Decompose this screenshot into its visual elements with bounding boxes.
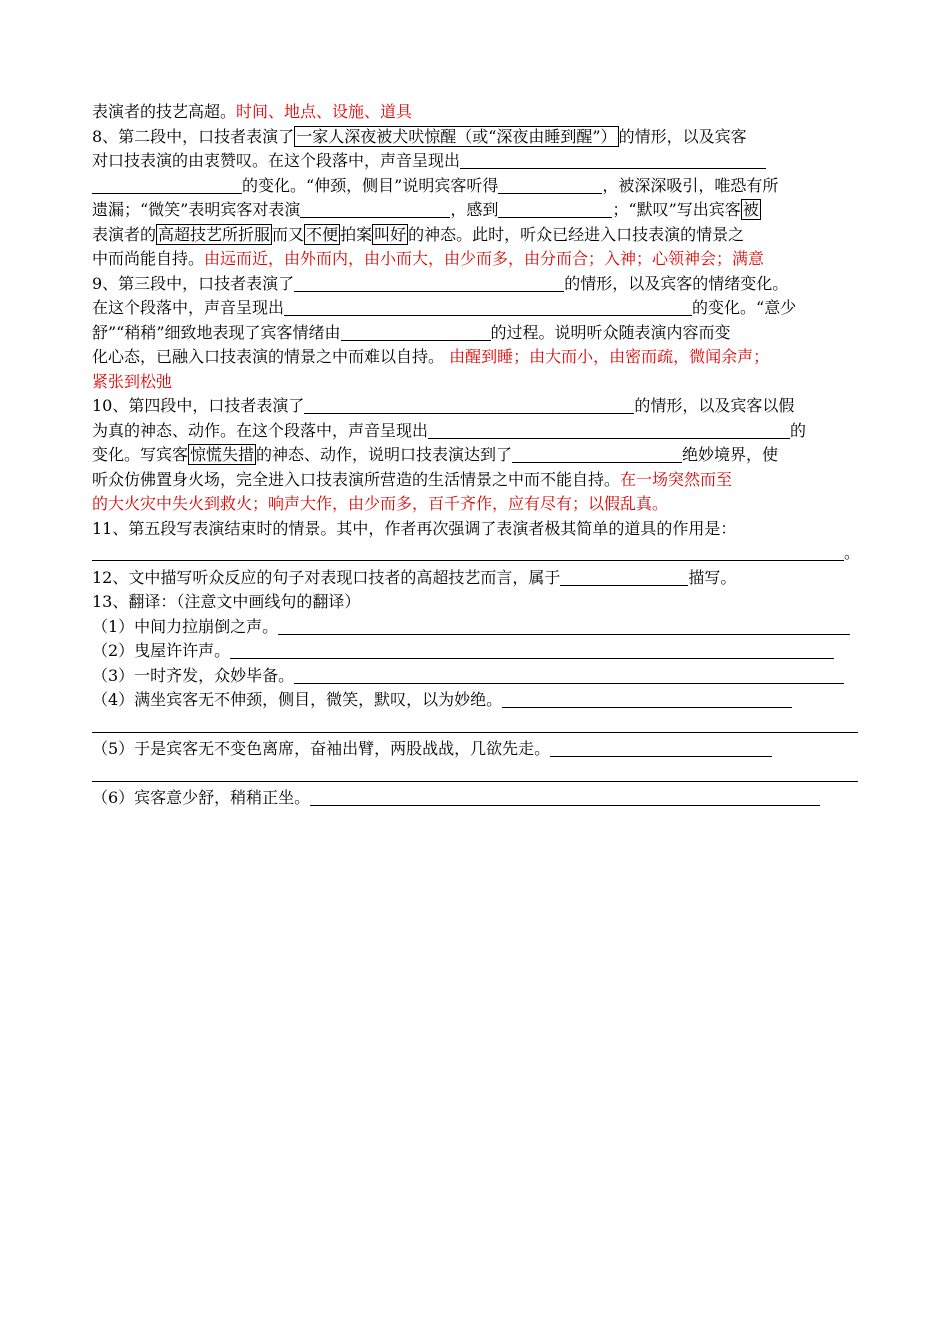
translation-5-continued [92,762,862,787]
text: 的情形，以及宾客以假 [634,396,795,415]
fill-blank[interactable] [92,542,844,561]
fill-blank[interactable] [310,787,820,806]
text: 。 [844,543,861,562]
fill-blank[interactable] [294,273,564,292]
fill-blank[interactable] [428,420,790,439]
text: 听众仿佛置身火场，完全进入口技表演所营造的生活情景之中而不能自持。 [92,469,621,489]
text: ；“默叹”写出宾客 [612,200,741,219]
translation-3 [92,664,862,689]
text: （6）宾客意少舒，稍稍正坐。 [92,788,311,807]
text: 在这个段落中，声音呈现出 [92,298,285,317]
text: （5）于是宾客无不变色离席，奋袖出臂，两股战战，几欲先走。 [92,739,551,758]
q9-line-2 [92,296,862,321]
text: 舒”“稍稍”细致地表现了宾客情绪由 [92,322,341,342]
q8-line-3 [92,174,862,199]
translation-1 [92,615,862,640]
boxed-answer: 高超技艺所折服 [158,224,271,244]
q10-line-5 [92,492,862,517]
boxed-answer: 一家人深夜被犬吠惊醒（或“深夜由睡到醒”） [296,126,617,146]
text: 13、翻译：（注意文中画线句的翻译） [92,592,361,611]
text: 的情形，以及宾客 [618,126,747,146]
fill-blank[interactable] [92,175,242,194]
answer-red: 时间、地点、设施、道具 [236,102,413,121]
q8-line-2 [92,149,862,174]
fill-blank[interactable] [502,689,792,708]
q11-line-1 [92,517,862,542]
translation-5 [92,737,862,762]
text: 表演者的 [92,224,157,244]
q12-line-1 [92,566,862,591]
q13-title [92,590,862,615]
line-1 [92,100,862,125]
text: 的变化。“伸颈，侧目”说明宾客听得 [242,175,499,195]
text: 12、文中描写听众反应的句子对表现口技者的高超技艺而言，属于 [92,567,561,587]
text: 的情形，以及宾客的情绪变化。 [564,273,789,293]
q10-line-4 [92,468,862,493]
fill-blank[interactable] [560,567,688,586]
q10-line-2 [92,419,862,444]
q9-line-3 [92,321,862,346]
fill-blank[interactable] [284,297,692,316]
fill-blank[interactable] [498,175,602,194]
text: 的变化。“意少 [692,298,797,317]
text: 表演者的技艺高超。 [92,102,237,121]
q8-line-1 [92,125,862,150]
boxed-answer: 惊慌失措 [190,445,255,464]
q10-line-1 [92,394,862,419]
text: 的神态。此时，听众已经进入口技表演的情景之 [408,224,745,244]
translation-4 [92,688,862,713]
text: 9、第三段中，口技者表演了 [92,273,295,293]
text: 对口技表演的由衷赞叹。在这个段落中，声音呈现出 [92,151,461,170]
translation-4-continued [92,713,862,738]
fill-blank[interactable] [294,665,844,684]
text: 为真的神态、动作。在这个段落中，声音呈现出 [92,420,429,440]
translation-6 [92,786,862,811]
text: （1）中间力拉崩倒之声。 [92,616,279,636]
text: 变化。写宾客 [92,445,189,464]
q9-line-1 [92,272,862,297]
boxed-answer: 被 [742,200,759,219]
text: 的神态、动作，说明口技表演达到了 [256,445,513,464]
fill-blank[interactable] [304,395,634,414]
text: （4）满坐宾客无不伸颈，侧目，微笑，默叹，以为妙绝。 [92,690,503,709]
text: 遗漏；“微笑”表明宾客对表演 [92,200,301,219]
fill-blank[interactable] [341,322,491,341]
text: 的 [790,420,807,440]
fill-blank[interactable] [498,199,612,218]
text: 而又 [272,224,305,244]
answer-red: 由远而近，由外而内，由小而大，由少而多，由分而合；入神；心领神会；满意 [204,249,765,268]
text: 11、第五段写表演结束时的情景。其中，作者再次强调了表演者极其简单的道具的作用是： [92,518,737,538]
fill-blank[interactable] [92,714,858,733]
text: 10、第四段中，口技者表演了 [92,396,305,415]
text: 化心态，已融入口技表演的情景之中而难以自持。 [92,347,445,366]
q11-line-2 [92,541,862,566]
fill-blank[interactable] [300,199,450,218]
boxed-answer: 叫好 [374,224,407,244]
fill-blank[interactable] [230,640,834,659]
text: 8、第二段中，口技者表演了 [92,126,295,146]
text: 绝妙境界，使 [682,445,779,464]
text: 描写。 [688,567,737,587]
q10-line-3 [92,443,862,468]
answer-red: 的大火灾中失火到救火；响声大作，由少而多，百千齐作，应有尽有；以假乱真。 [92,494,669,513]
text: 拍案 [340,224,373,244]
answer-red: 在一场突然而至 [620,469,733,489]
q8-line-6 [92,247,862,272]
boxed-answer: 不便 [306,224,339,244]
answer-red: 由醒到睡；由大而小，由密而疏，微闻余声； [449,347,770,366]
q8-line-5 [92,223,862,248]
q9-line-4 [92,345,862,370]
translation-2 [92,639,862,664]
worksheet [92,100,862,811]
text: ，被深深吸引，唯恐有所 [602,175,779,195]
fill-blank[interactable] [550,738,772,757]
q8-line-4 [92,198,862,223]
answer-red: 紧张到松弛 [92,371,173,391]
text: 中而尚能自持。 [92,249,205,268]
fill-blank[interactable] [512,444,682,463]
text: （3）一时齐发，众妙毕备。 [92,665,295,685]
text: 的过程。说明听众随表演内容而变 [490,322,731,342]
text: ，感到 [450,200,499,219]
q9-line-5 [92,370,862,395]
text: （2）曳屋许许声。 [92,641,231,660]
fill-blank[interactable] [460,150,766,169]
fill-blank[interactable] [278,616,850,635]
fill-blank[interactable] [92,763,858,782]
